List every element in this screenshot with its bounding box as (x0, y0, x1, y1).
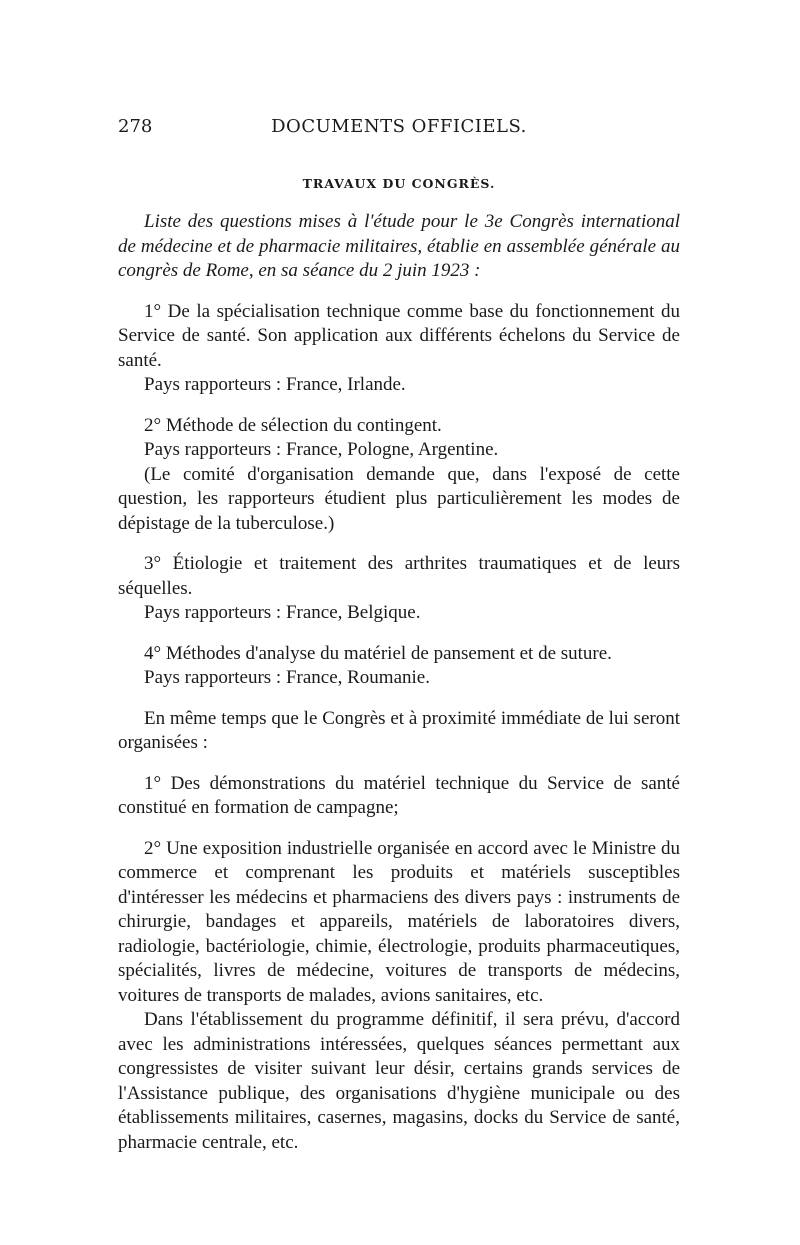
question-3-rapporteurs: Pays rapporteurs : France, Belgique. (144, 602, 421, 623)
section-title: TRAVAUX DU CONGRÈS. (302, 176, 496, 191)
question-3-text: 3° Étiologie et traitement des arthrites traumatiques et de leurs séquelles. (118, 553, 680, 599)
question-1-rapporteurs: Pays rapporteurs : France, Irlande. (144, 374, 406, 395)
closing-paragraph: Dans l'établissement du programme définitif, il sera prévu, d'accord avec les administrations intéressées, quelques séances permettant aux congressistes de visiter suivant leur désir, certains grands services de l'Assistance publique, des organisations d'hygiène municipale ou des établissements militaires, casernes, magasins, docks du Service de santé, pharmacie centrale, etc. (118, 1009, 680, 1153)
question-4-rapporteurs: Pays rapporteurs : France, Roumanie. (144, 667, 430, 688)
question-2-rapporteurs: Pays rapporteurs : France, Pologne, Argentine. (144, 439, 499, 460)
page-header (118, 116, 680, 140)
question-1-text: 1° De la spécialisation technique comme base du fonctionnement du Service de santé. Son application aux différents échelons du Service de santé. (118, 300, 680, 371)
organization-item-1: 1° Des démonstrations du matériel technique du Service de santé constitué en formation de campagne; (118, 772, 680, 818)
page-number: 278 (118, 116, 153, 137)
question-2-note: (Le comité d'organisation demande que, dans l'exposé de cette question, les rapporteurs étudient plus particulièrement les modes de dépistage de la tuberculose.) (118, 463, 680, 534)
question-4-text: 4° Méthodes d'analyse du matériel de pansement et de suture. (144, 642, 612, 664)
body-text (118, 210, 680, 1155)
question-2-text: 2° Méthode de sélection du contingent. (144, 414, 442, 436)
organization-item-2: 2° Une exposition industrielle organisée en accord avec le Ministre du commerce et comprenant les produits et matériels susceptibles d'intéresser les médecins et pharmaciens des divers pays : instruments de chirurgie, bandages et appareils, matériels de laboratoires divers, radiologie, bactériologie, chimie, électrologie, produits pharmaceutiques, spécialités, livres de médecine, voitures de transports de médecins, voitures de transports de malades, avions sanitaires, etc. (118, 837, 680, 1006)
running-title: DOCUMENTS OFFICIELS. (271, 116, 527, 137)
intro-paragraph: Liste des questions mises à l'étude pour le 3e Congrès international de médecine et de pharmacie militaires, établie en assemblée générale au congrès de Rome, en sa séance du 2 juin 1923 : (118, 211, 680, 281)
organization-intro: En même temps que le Congrès et à proximité immédiate de lui seront organisées : (118, 707, 680, 753)
